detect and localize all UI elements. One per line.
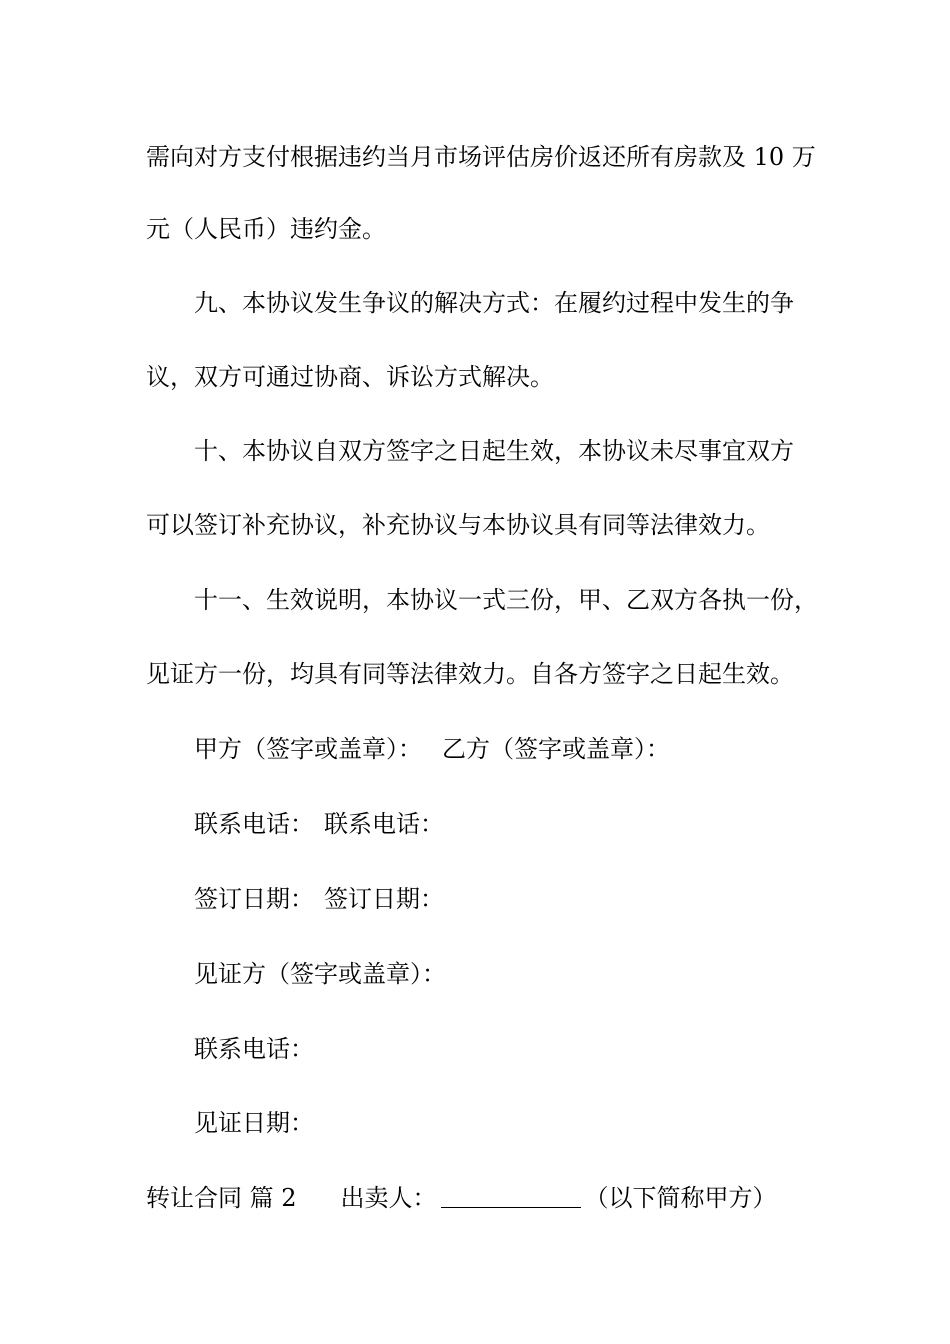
clause-11-line-1: 十一、生效说明，本协议一式三份，甲、乙双方各执一份， [194, 586, 818, 614]
clause-11-line-2: 见证方一份，均具有同等法律效力。自各方签字之日起生效。 [146, 660, 794, 688]
seller-note: （以下简称甲方） [584, 1184, 777, 1212]
contract-part: 篇 2 [249, 1184, 297, 1212]
clause-9-line-1: 九、本协议发生争议的解决方式：在履约过程中发生的争 [194, 289, 794, 317]
signature-row [194, 734, 670, 764]
seller-blank-line [441, 1185, 581, 1208]
date-row [194, 884, 444, 914]
witness-phone-label: 联系电话： [194, 1035, 314, 1063]
party-b-sign-label: 乙方（签字或盖章）： [442, 735, 670, 763]
party-a-sign-label: 甲方（签字或盖章）： [194, 735, 422, 763]
next-section-heading [146, 1183, 777, 1213]
phone-row [194, 809, 444, 839]
paragraph-line-2: 元（人民币）违约金。 [146, 215, 386, 243]
party-b-phone-label: 联系电话： [324, 810, 444, 838]
witness-date-label: 见证日期： [194, 1109, 314, 1137]
witness-sign-label: 见证方（签字或盖章）： [194, 960, 446, 988]
party-a-phone-label: 联系电话： [194, 810, 314, 838]
party-a-date-label: 签订日期： [194, 885, 314, 913]
party-b-date-label: 签订日期： [324, 885, 444, 913]
seller-label: 出卖人： [340, 1184, 437, 1212]
paragraph-line-1: 需向对方支付根据违约当月市场评估房价返还所有房款及 10 万 [146, 143, 816, 171]
contract-title: 转让合同 [146, 1184, 242, 1212]
clause-9-line-2: 议，双方可通过协商、诉讼方式解决。 [146, 363, 554, 391]
clause-10-line-2: 可以签订补充协议，补充协议与本协议具有同等法律效力。 [146, 511, 770, 539]
clause-10-line-1: 十、本协议自双方签字之日起生效，本协议未尽事宜双方 [194, 437, 794, 465]
